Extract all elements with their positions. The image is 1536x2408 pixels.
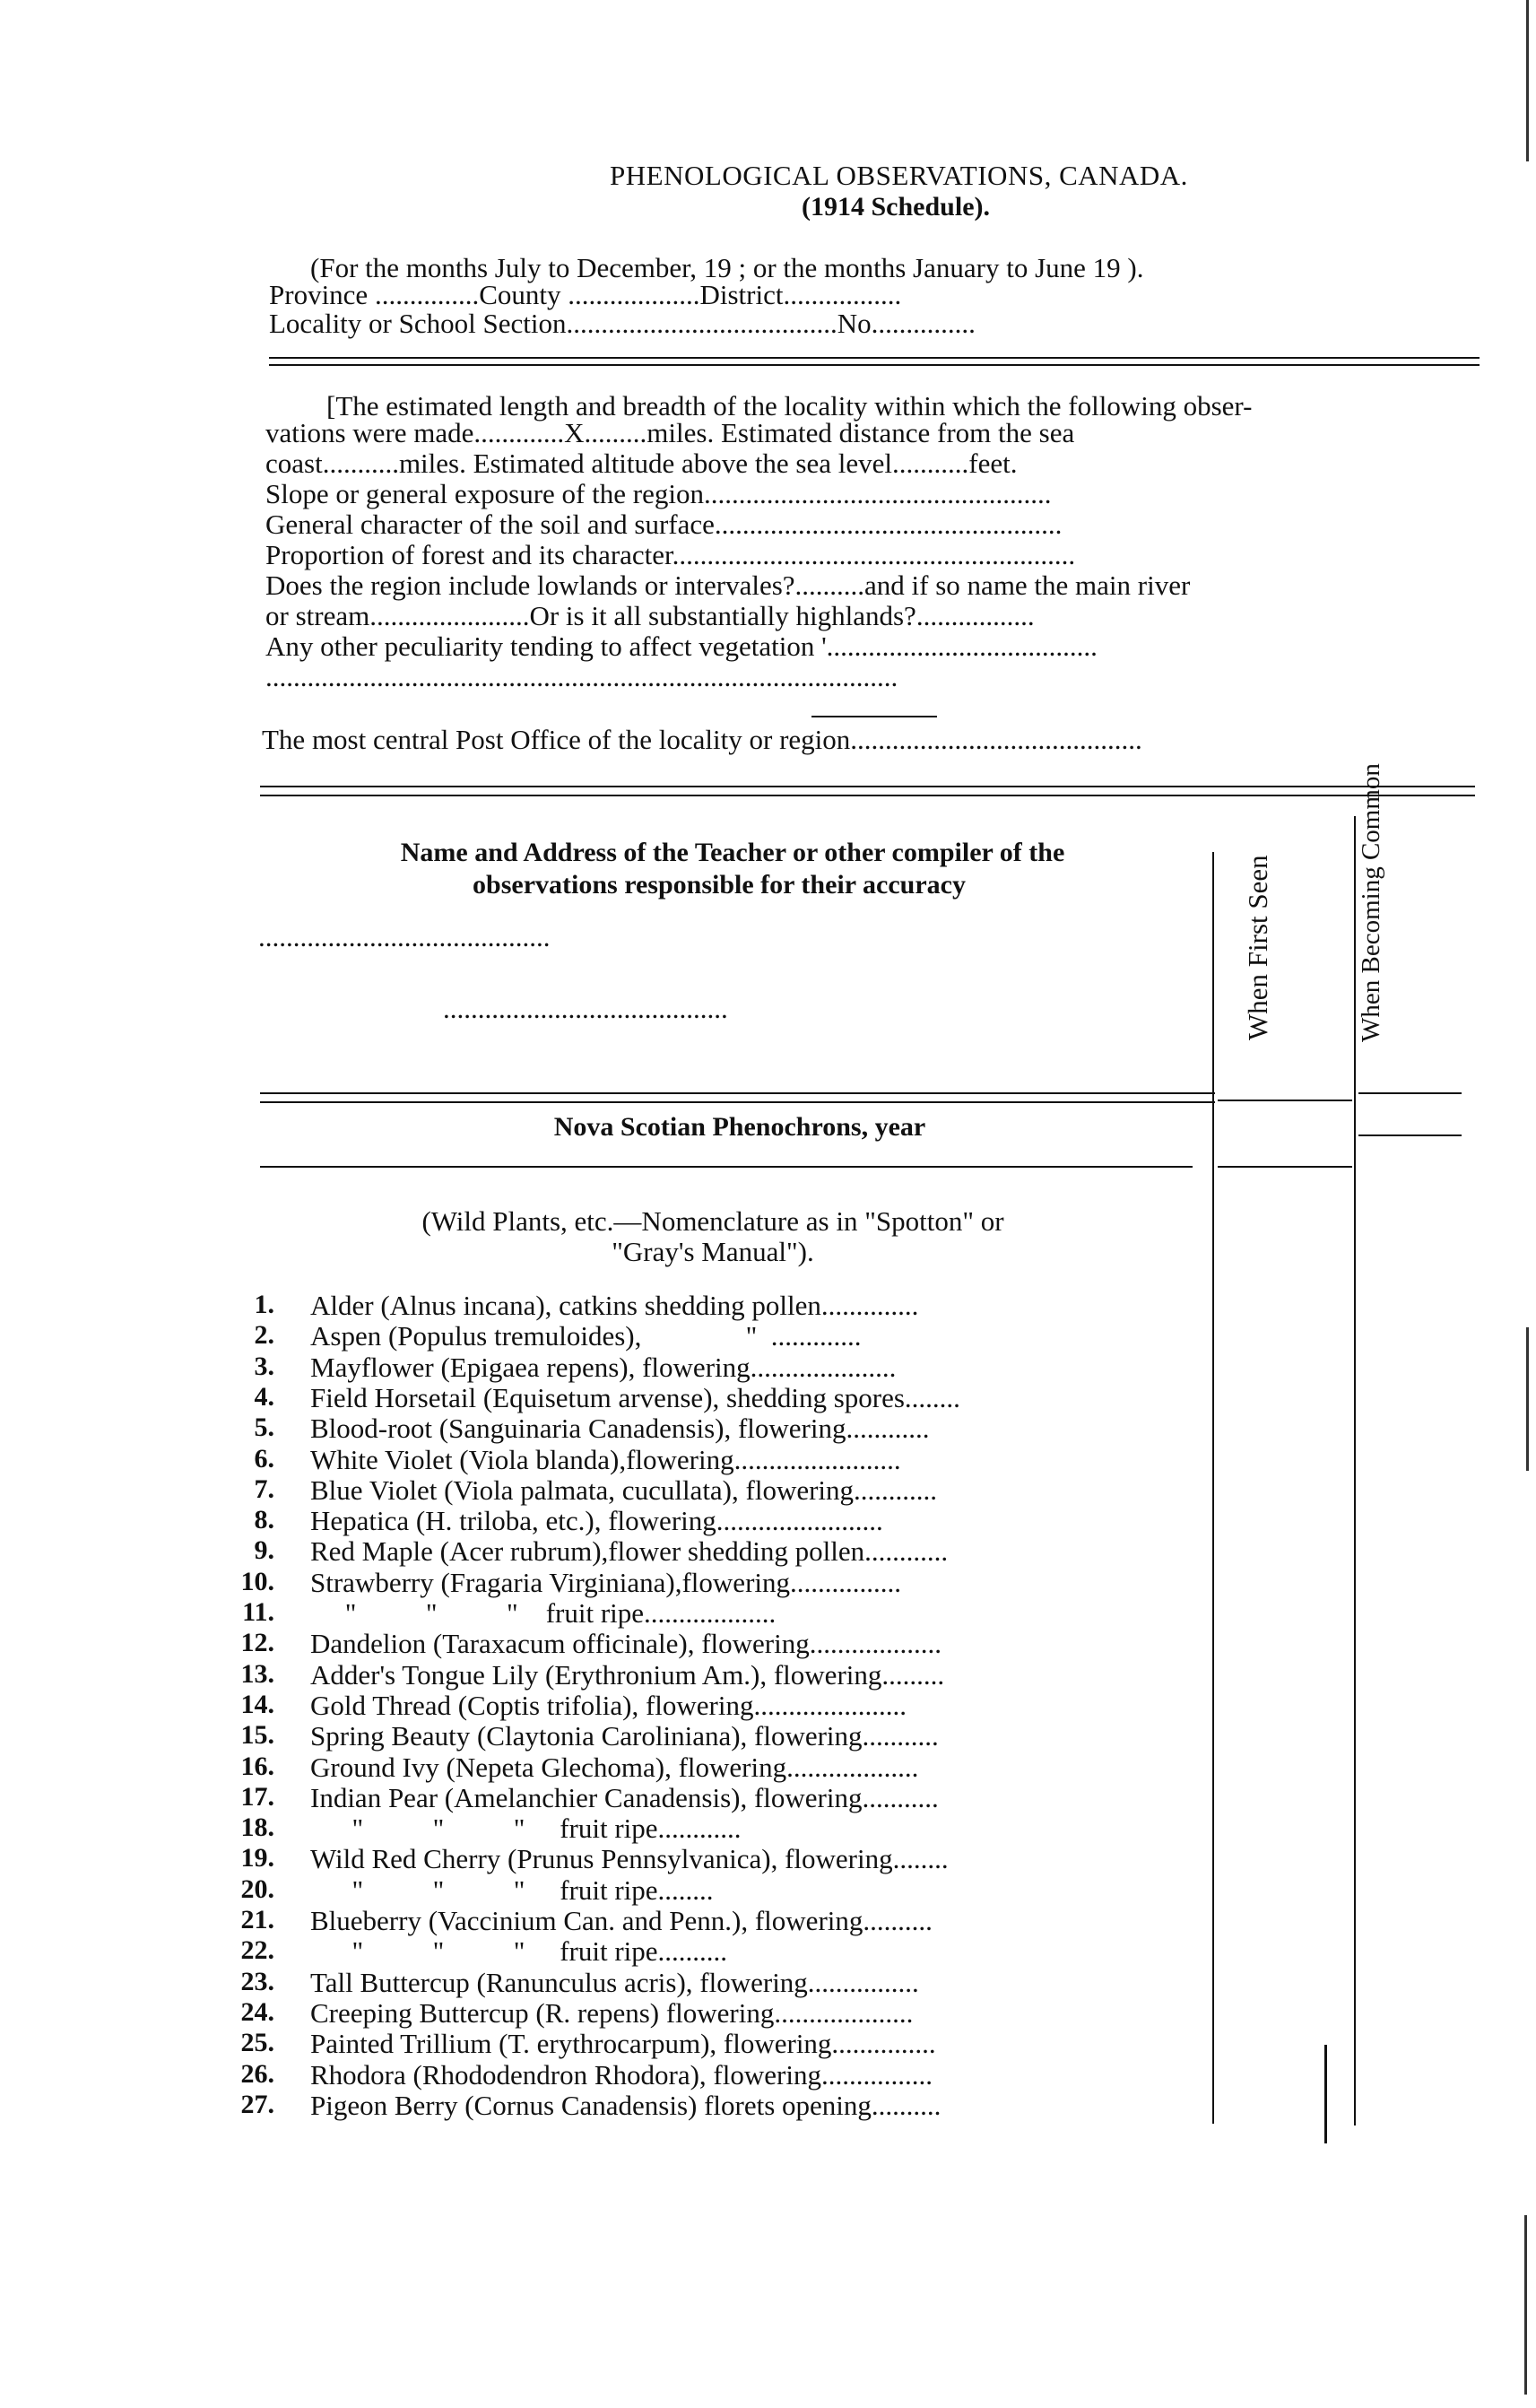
peculiarity-line: Any other peculiarity tending to affect vegetation '....................................... [265, 630, 1098, 662]
scan-edge [1526, 0, 1529, 161]
item-text: Gold Thread (Coptis trifolia), flowering...................... [310, 1690, 907, 1721]
item-number: 18. [240, 1813, 274, 1842]
section-rule [260, 1101, 1215, 1103]
item-text: Alder (Alnus incana), catkins shedding pollen.............. [310, 1290, 919, 1321]
item-text: Hepatica (H. triloba, etc.), flowering........................ [310, 1505, 883, 1536]
item-number: 11. [242, 1597, 274, 1627]
item-number: 5. [254, 1413, 274, 1442]
item-text: Tall Buttercup (Ranunculus acris), flowering................ [310, 1967, 919, 1998]
item-number: 20. [240, 1874, 274, 1904]
item-number: 8. [254, 1505, 274, 1534]
locality-text: [The estimated length and breadth of the locality within which the following obser- [326, 390, 1253, 422]
short-rule [811, 716, 937, 717]
item-text: Strawberry (Fragaria Virginiana),flowering................ [310, 1567, 902, 1598]
compiler-name-dots: .......................................... [258, 921, 551, 952]
item-text: Spring Beauty (Claytonia Caroliniana), flowering........... [310, 1720, 939, 1752]
item-text: Adder's Tongue Lily (Erythronium Am.), flowering......... [310, 1659, 945, 1691]
item-number: 12. [240, 1628, 274, 1657]
item-number: 23. [240, 1967, 274, 1996]
item-text: Blueberry (Vaccinium Can. and Penn.), flowering.......... [310, 1905, 933, 1936]
compiler-heading: Name and Address of the Teacher or other compiler of the [400, 838, 1065, 867]
item-text: " " " fruit ripe................... [310, 1597, 777, 1629]
nomenclature-note: "Gray's Manual"). [612, 1236, 814, 1267]
item-number: 7. [254, 1474, 274, 1504]
item-text: Aspen (Populus tremuloides), " ............. [310, 1320, 862, 1352]
when-first-seen-header: When First Seen [1242, 855, 1273, 1040]
item-number: 25. [240, 2028, 274, 2057]
item-text: Pigeon Berry (Cornus Canadensis) florets opening.......... [310, 2090, 942, 2121]
item-text: Wild Red Cherry (Prunus Pennsylvanica), flowering........ [310, 1843, 949, 1874]
post-office-line: The most central Post Office of the locality or region.......................................... [262, 724, 1142, 755]
schedule-subtitle: (1914 Schedule). [802, 192, 990, 222]
section-title: Nova Scotian Phenochrons, year [553, 1112, 926, 1142]
item-text: Dandelion (Taraxacum officinale), flowering................... [310, 1628, 942, 1659]
item-number: 15. [240, 1720, 274, 1750]
section-rule [1358, 1092, 1462, 1094]
item-number: 24. [240, 1997, 274, 2027]
item-number: 26. [240, 2059, 274, 2089]
blank-dotted-line: ........................................................................................... [265, 661, 898, 692]
lowlands-line: Does the region include lowlands or intervales?..........and if so name the main river [265, 569, 1191, 601]
divider-rule [269, 357, 1480, 359]
item-number: 19. [240, 1843, 274, 1873]
section-rule [260, 1092, 1215, 1094]
item-text: Painted Trillium (T. erythrocarpum), flowering............... [310, 2028, 936, 2059]
scan-edge [1526, 1327, 1529, 1471]
item-number: 9. [254, 1535, 274, 1565]
item-text: Ground Ivy (Nepeta Glechoma), flowering................... [310, 1752, 919, 1783]
months-line: (For the months July to December, 19 ; or the months January to June 19 ). [310, 252, 1144, 283]
item-text: Indian Pear (Amelanchier Canadensis), flowering........... [310, 1782, 939, 1813]
item-text: " " " fruit ripe............ [310, 1813, 742, 1844]
item-number: 27. [240, 2090, 274, 2119]
divider-rule [269, 364, 1480, 366]
column-mark [1324, 2045, 1327, 2143]
item-text: Blue Violet (Viola palmata, cucullata), flowering............ [310, 1474, 938, 1506]
section-rule [260, 1166, 1193, 1168]
item-number: 13. [240, 1659, 274, 1689]
item-number: 4. [254, 1382, 274, 1412]
locality-text: coast...........miles. Estimated altitude above the sea level...........feet. [265, 448, 1018, 479]
compiler-heading: observations responsible for their accuracy [473, 870, 966, 900]
section-rule [1218, 1100, 1352, 1101]
section-rule [1218, 1166, 1352, 1168]
item-text: " " " fruit ripe........ [310, 1874, 714, 1906]
item-number: 22. [240, 1935, 274, 1965]
item-number: 14. [240, 1690, 274, 1719]
item-text: Field Horsetail (Equisetum arvense), shedding spores........ [310, 1382, 960, 1413]
divider-rule [260, 795, 1475, 796]
item-text: Mayflower (Epigaea repens), flowering..................... [310, 1352, 897, 1383]
nomenclature-note: (Wild Plants, etc.—Nomenclature as in "Spotton" or [421, 1205, 1004, 1237]
item-number: 6. [254, 1444, 274, 1473]
forest-line: Proportion of forest and its character.......................................................... [265, 539, 1076, 570]
item-text: White Violet (Viola blanda),flowering........................ [310, 1444, 901, 1475]
item-number: 10. [240, 1567, 274, 1596]
item-number: 17. [240, 1782, 274, 1812]
slope-line: Slope or general exposure of the region.................................................. [265, 478, 1052, 509]
item-number: 1. [254, 1290, 274, 1319]
item-number: 21. [240, 1905, 274, 1934]
locality-line: Locality or School Section.......................................No............... [269, 308, 976, 339]
locality-text: vations were made.............X.........miles. Estimated distance from the sea [265, 417, 1075, 448]
item-text: Creeping Buttercup (R. repens) flowering.................... [310, 1997, 914, 2029]
item-number: 16. [240, 1752, 274, 1781]
divider-rule [260, 786, 1475, 787]
stream-line: or stream.......................Or is it all substantially highlands?................. [265, 600, 1035, 631]
item-text: Blood-root (Sanguinaria Canadensis), flowering............ [310, 1413, 930, 1444]
column-rule [1212, 852, 1214, 2124]
province-line: Province ...............County ...................District................. [269, 279, 902, 310]
section-rule [1358, 1134, 1462, 1136]
column-rule [1354, 816, 1356, 2125]
when-becoming-common-header: When Becoming Common [1357, 763, 1385, 1042]
compiler-address-dots: ......................................... [443, 993, 728, 1024]
item-text: Red Maple (Acer rubrum),flower shedding pollen............ [310, 1535, 949, 1567]
item-number: 3. [254, 1352, 274, 1381]
item-text: Rhodora (Rhododendron Rhodora), flowering................ [310, 2059, 933, 2091]
soil-line: General character of the soil and surface.................................................. [265, 509, 1063, 540]
scan-edge [1524, 2215, 1527, 2395]
item-number: 2. [254, 1320, 274, 1350]
item-text: " " " fruit ripe.......... [310, 1935, 728, 1967]
page-title: PHENOLOGICAL OBSERVATIONS, CANADA. [610, 160, 1188, 191]
